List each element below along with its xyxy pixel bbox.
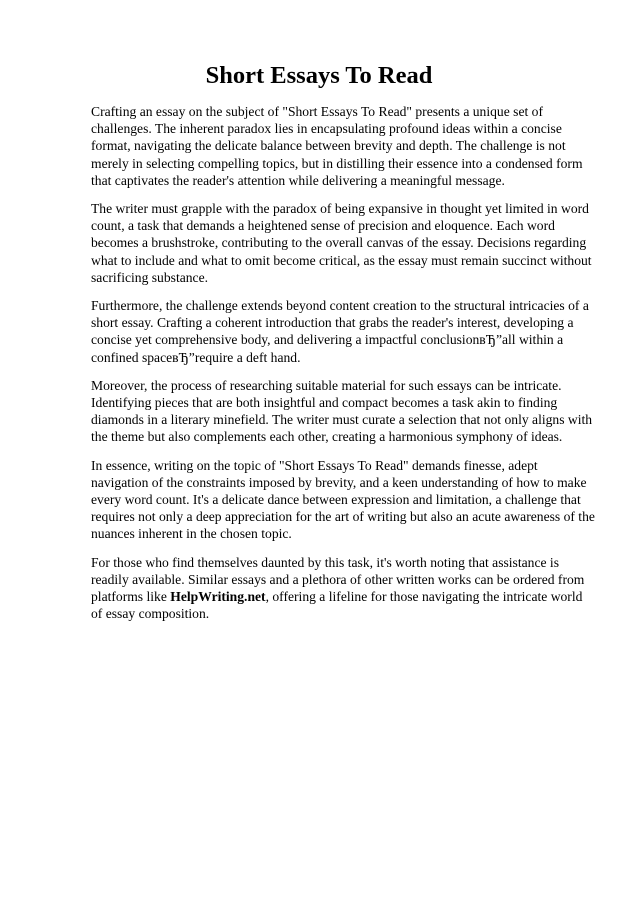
paragraph-1: Crafting an essay on the subject of "Short Essays To Read" presents a unique set of challenges. The inherent paradox lies in encapsulating profound ideas within a concise format, navigating the delicate balance between brevity and depth. The challenge is not merely in selecting compelling topics, but in distilling their essence into a condensed form that captivates the reader's attention while delivering a meaningful message. [91, 104, 583, 188]
paragraph-6-intro: For those who find themselves daunted by this task, it's worth noting that assistance is readily available. Similar essays and a plethora of other written works can be ordered from platforms like [91, 554, 585, 605]
paragraph-3: Furthermore, the challenge extends beyond content creation to the structural intricacies of a short essay. Crafting a coherent introduction that grabs the reader's interest, developing a concise yet comprehensive body, and delivering a impactful conclusionвЂ”all within a confined spaceвЂ”require a deft hand. [91, 298, 589, 365]
site-name-link[interactable]: HelpWriting.net [170, 589, 266, 605]
paragraph-2: The writer must grapple with the paradox of being expansive in thought yet limited in word count, a task that demands a heightened sense of precision and eloquence. Each word becomes a brushstroke, contributing to the overall canvas of the essay. Decisions regarding what to include and what to omit become critical, as the essay must remain succinct without sacrificing substance. [91, 201, 592, 285]
page-title: Short Essays To Read [205, 62, 433, 89]
paragraph-6 [91, 554, 597, 623]
paragraph-4: Moreover, the process of researching suitable material for such essays can be intricate. Identifying pieces that are both insightful and compact becomes a task akin to finding diamonds in a literary minefield. The writer must curate a selection that not only aligns with the theme but also complements each other, creating a harmonious symphony of ideas. [91, 377, 593, 445]
essay-body [91, 103, 597, 633]
paragraph-6-outro: , offering a lifeline for those navigating the intricate world of essay composition. [91, 589, 583, 622]
paragraph-5: In essence, writing on the topic of "Short Essays To Read" demands finesse, adept navigation of the constraints imposed by brevity, and a keen understanding of how to make every word count. It's a delicate dance between expression and limitation, a challenge that requires not only a deep appreciation for the art of writing but also an acute awareness of the nuances inherent in the chosen topic. [91, 457, 595, 542]
